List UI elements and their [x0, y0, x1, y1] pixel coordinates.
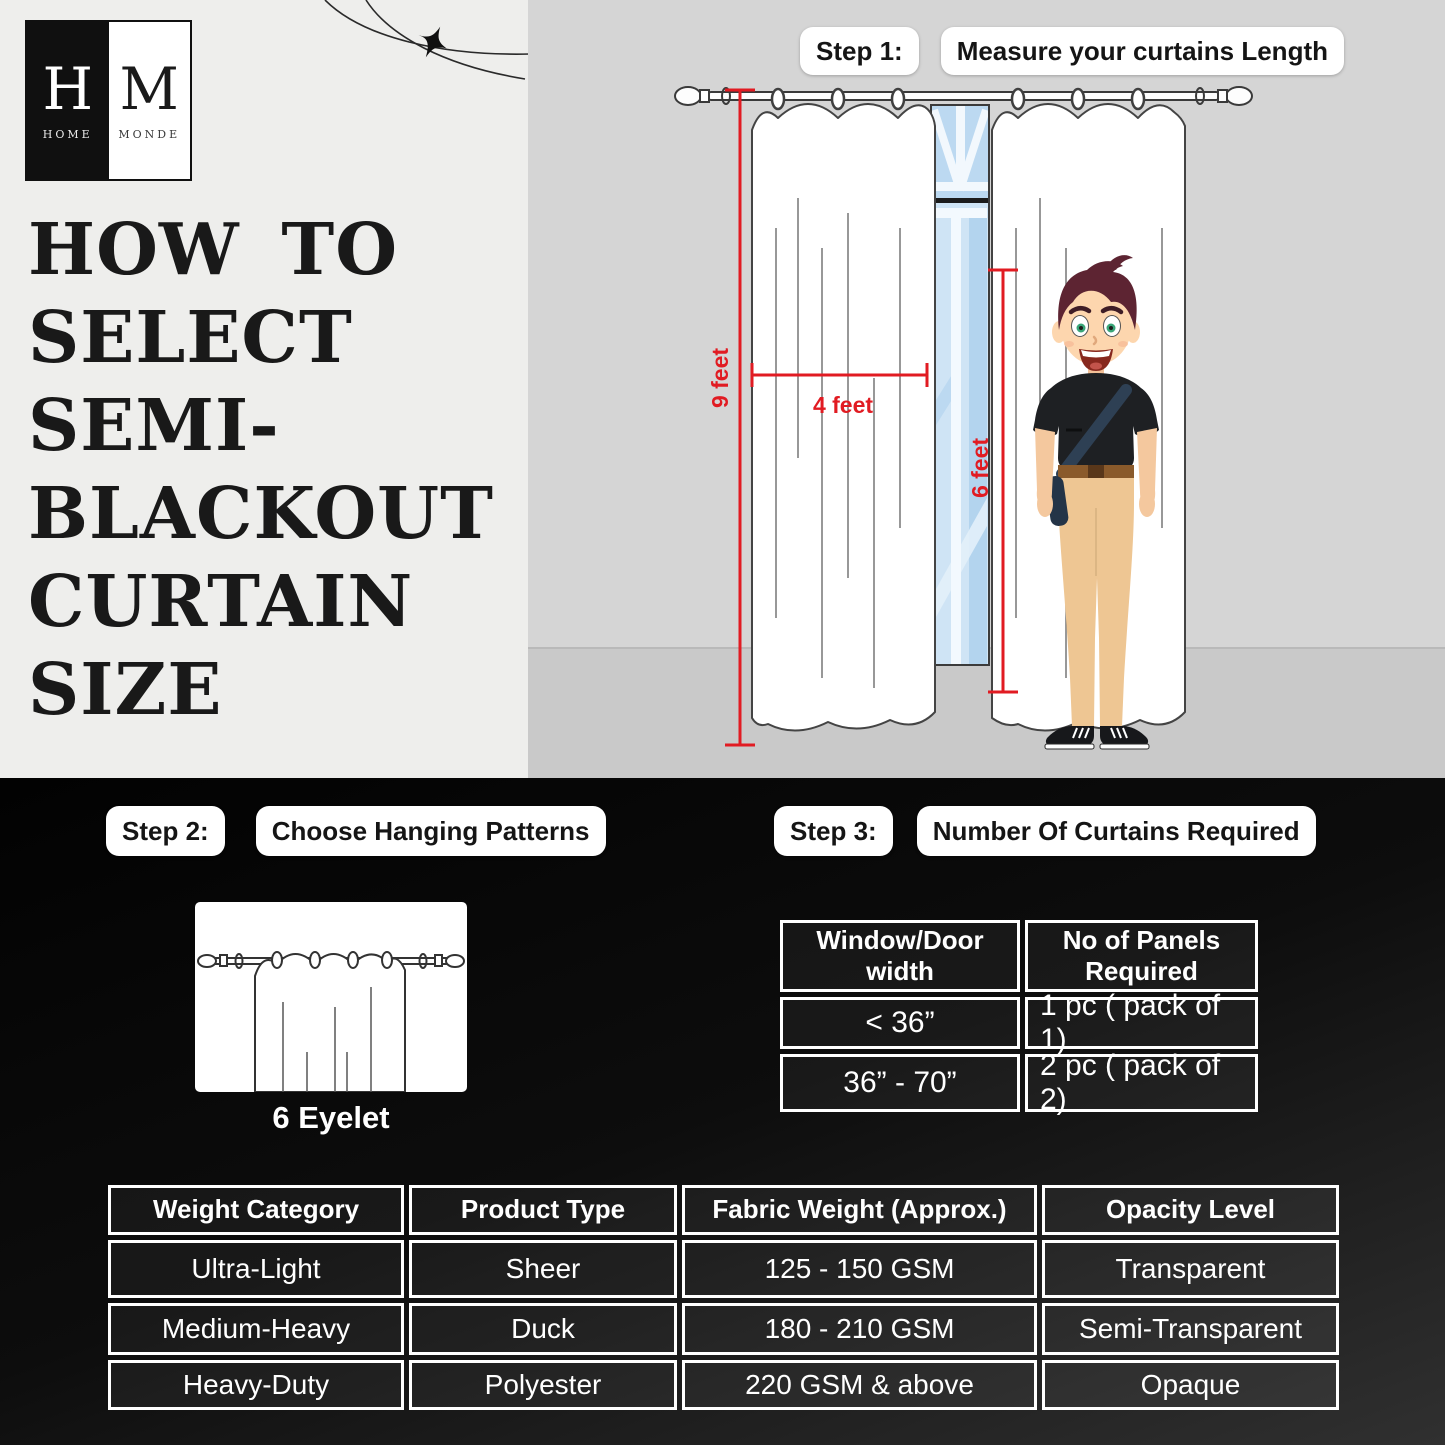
floor — [528, 648, 1445, 778]
label-4-feet: 4 feet — [812, 392, 874, 418]
panels-required-table — [780, 920, 1258, 1116]
eyelet-curtain-sketch — [195, 902, 467, 1092]
window — [931, 105, 989, 665]
fabric-row1-opacity: Transparent — [1042, 1240, 1339, 1298]
fabric-row3-type: Polyester — [409, 1360, 677, 1410]
fabric-header-fabric-weight: Fabric Weight (Approx.) — [682, 1185, 1037, 1235]
logo-word-home: HOME — [42, 128, 93, 141]
title-line-5: CURTAIN — [28, 559, 414, 643]
fabric-row1-category: Ultra-Light — [108, 1240, 404, 1298]
panels-table-row2-width: 36” - 70” — [780, 1054, 1020, 1112]
curtain-measurement-illustration — [528, 78, 1445, 778]
step1-header — [800, 27, 1344, 75]
fabric-row1-type: Sheer — [409, 1240, 677, 1298]
fabric-row3-gsm: 220 GSM & above — [682, 1360, 1037, 1410]
fabric-row3-category: Heavy-Duty — [108, 1360, 404, 1410]
title-line-3: SEMI- — [28, 383, 280, 467]
step3-label-pill: Step 3: — [774, 806, 893, 856]
fabric-row2-opacity: Semi-Transparent — [1042, 1303, 1339, 1355]
step3-header — [774, 806, 1316, 856]
step2-label-pill: Step 2: — [106, 806, 225, 856]
step3-heading-pill: Number Of Curtains Required — [917, 806, 1316, 856]
fabric-row2-gsm: 180 - 210 GSM — [682, 1303, 1037, 1355]
panels-table-row2-panels: 2 pc ( pack of 2) — [1025, 1054, 1258, 1112]
logo-right-half — [109, 22, 191, 179]
title-line-4: BLACKOUT — [28, 471, 494, 555]
title-line-2: SELECT — [28, 295, 353, 379]
fabric-header-weight-category: Weight Category — [108, 1185, 404, 1235]
fabric-row2-type: Duck — [409, 1303, 677, 1355]
fabric-header-opacity: Opacity Level — [1042, 1185, 1339, 1235]
flight-doodle-icon — [283, 0, 530, 112]
fabric-weight-table — [108, 1185, 1339, 1410]
panels-table-row1-panels: 1 pc ( pack of 1) — [1025, 997, 1258, 1049]
logo-letter-m: M — [119, 55, 179, 123]
logo-word-monde: MONDE — [118, 128, 181, 141]
step1-heading-pill: Measure your curtains Length — [941, 27, 1344, 75]
panels-table-row1-width: < 36” — [780, 997, 1020, 1049]
title-panel — [0, 0, 528, 778]
fabric-row1-gsm: 125 - 150 GSM — [682, 1240, 1037, 1298]
logo-left-half — [27, 22, 109, 179]
panels-table-header-panels: No of Panels Required — [1025, 920, 1258, 992]
step2-heading-pill: Choose Hanging Patterns — [256, 806, 606, 856]
step2-header — [106, 806, 606, 856]
page-title — [28, 205, 494, 733]
fabric-header-product-type: Product Type — [409, 1185, 677, 1235]
logo-letter-h: H — [42, 55, 94, 123]
dimension-9-feet — [725, 90, 755, 745]
title-line-1: HOW TO — [28, 207, 399, 291]
step1-label-pill: Step 1: — [800, 27, 919, 75]
curtain-rod — [675, 87, 1252, 105]
fabric-row3-opacity: Opaque — [1042, 1360, 1339, 1410]
brand-logo — [25, 20, 192, 181]
panels-table-header-width: Window/Door width — [780, 920, 1020, 992]
label-6-feet: 6 feet — [967, 437, 993, 499]
eyelet-pattern-card — [195, 902, 467, 1092]
title-line-6: SIZE — [28, 647, 223, 731]
eyelet-caption: 6 Eyelet — [272, 1100, 390, 1135]
fabric-row2-category: Medium-Heavy — [108, 1303, 404, 1355]
label-9-feet: 9 feet — [707, 347, 733, 409]
